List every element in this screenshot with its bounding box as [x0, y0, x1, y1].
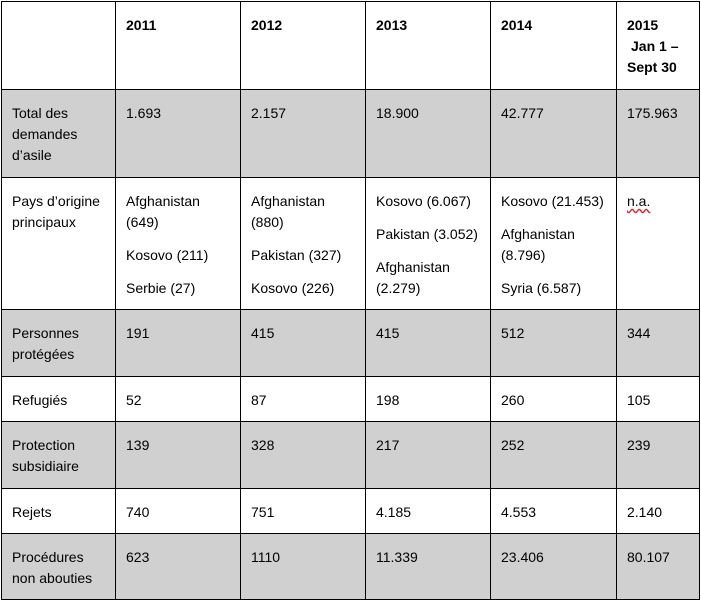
refugees-2011: 52	[116, 377, 241, 422]
subsidiary-2015: 239	[617, 422, 700, 489]
list-item: Pakistan (3.052)	[376, 226, 478, 242]
list-item: Pakistan (327)	[251, 247, 342, 263]
list-item: Kosovo (6.067)	[376, 193, 471, 209]
list-item: Afghanistan (2.279)	[376, 259, 450, 296]
not-available-text: n.a.	[627, 193, 651, 209]
row-label-total: Total des demandes d’asile	[2, 90, 116, 178]
subsidiary-2012: 328	[241, 422, 366, 489]
protected-2011: 191	[116, 310, 241, 377]
pending-2015: 80.107	[617, 534, 700, 600]
list-item: Serbie (27)	[126, 280, 196, 296]
rejections-2013: 4.185	[366, 489, 491, 534]
origin-2013	[366, 178, 491, 310]
year-2011-header: 2011	[116, 2, 241, 90]
year-2015-range-start: Jan 1 –	[631, 38, 679, 54]
list-item: Kosovo (21.453)	[501, 193, 604, 209]
list-item: Syria (6.587)	[501, 280, 582, 296]
refugees-2013: 198	[366, 377, 491, 422]
year-2015-header	[617, 2, 700, 90]
refugees-2014: 260	[491, 377, 617, 422]
list-item: Kosovo (226)	[251, 280, 335, 296]
origin-2012	[241, 178, 366, 310]
list-item: Kosovo (211)	[126, 247, 209, 263]
origin-2011	[116, 178, 241, 310]
refugees-2012: 87	[241, 377, 366, 422]
row-label-origin: Pays d’origine principaux	[2, 178, 116, 310]
year-2013-header: 2013	[366, 2, 491, 90]
pending-2012: 1110	[241, 534, 366, 600]
table-row	[2, 178, 700, 310]
rejections-2011: 740	[116, 489, 241, 534]
table-row	[2, 377, 700, 422]
pending-2013: 11.339	[366, 534, 491, 600]
rejections-2012: 751	[241, 489, 366, 534]
header-row	[2, 2, 700, 90]
protected-2012: 415	[241, 310, 366, 377]
corner-cell	[2, 2, 116, 90]
pending-2011: 623	[116, 534, 241, 600]
row-label-protected: Personnes protégées	[2, 310, 116, 377]
protected-2014: 512	[491, 310, 617, 377]
total-2011: 1.693	[116, 90, 241, 178]
table-row	[2, 310, 700, 377]
origin-2015	[617, 178, 700, 310]
asylum-statistics-table	[1, 1, 700, 600]
protected-2015: 344	[617, 310, 700, 377]
year-2015-label: 2015	[627, 17, 659, 33]
table-row	[2, 534, 700, 600]
subsidiary-2014: 252	[491, 422, 617, 489]
row-label-pending: Procédures non abouties	[2, 534, 116, 600]
total-2014: 42.777	[491, 90, 617, 178]
refugees-2015: 105	[617, 377, 700, 422]
origin-2014	[491, 178, 617, 310]
list-item: Afghanistan (649)	[126, 193, 200, 230]
year-2015-range-end: Sept 30	[627, 59, 677, 75]
total-2013: 18.900	[366, 90, 491, 178]
rejections-2014: 4.553	[491, 489, 617, 534]
year-2012-header: 2012	[241, 2, 366, 90]
protected-2013: 415	[366, 310, 491, 377]
pending-2014: 23.406	[491, 534, 617, 600]
table-row	[2, 90, 700, 178]
total-2015: 175.963	[617, 90, 700, 178]
row-label-rejections: Rejets	[2, 489, 116, 534]
total-2012: 2.157	[241, 90, 366, 178]
subsidiary-2011: 139	[116, 422, 241, 489]
table-row	[2, 422, 700, 489]
year-2014-header: 2014	[491, 2, 617, 90]
row-label-subsidiary: Protection subsidiaire	[2, 422, 116, 489]
list-item: Afghanistan (880)	[251, 193, 325, 230]
list-item: Afghanistan (8.796)	[501, 226, 575, 263]
row-label-refugees: Refugiés	[2, 377, 116, 422]
subsidiary-2013: 217	[366, 422, 491, 489]
table-row	[2, 489, 700, 534]
rejections-2015: 2.140	[617, 489, 700, 534]
